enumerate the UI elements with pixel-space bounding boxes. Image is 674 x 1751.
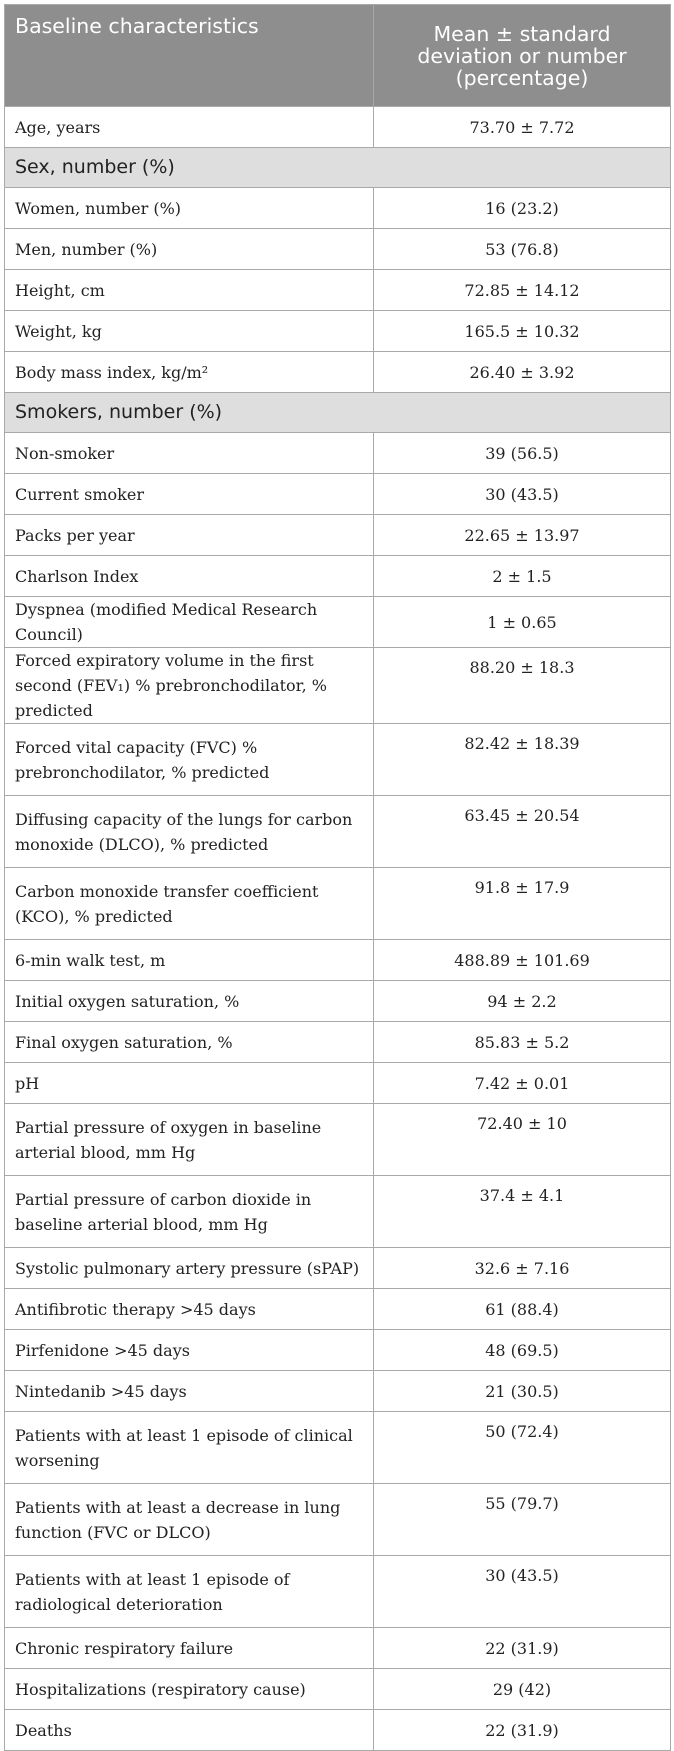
row-value: 63.45 ± 20.54 bbox=[374, 796, 671, 868]
row-value: 7.42 ± 0.01 bbox=[374, 1063, 671, 1104]
row-value: 82.42 ± 18.39 bbox=[374, 724, 671, 796]
row-label: Non-smoker bbox=[5, 433, 374, 474]
row-label: Chronic respiratory failure bbox=[5, 1628, 374, 1669]
section-header-row bbox=[5, 148, 671, 188]
row-value: 22 (31.9) bbox=[374, 1628, 671, 1669]
table-row bbox=[5, 1022, 671, 1063]
row-value: 16 (23.2) bbox=[374, 188, 671, 229]
row-value: 22 (31.9) bbox=[374, 1710, 671, 1751]
table-row bbox=[5, 1556, 671, 1628]
row-value: 37.4 ± 4.1 bbox=[374, 1176, 671, 1248]
row-value: 85.83 ± 5.2 bbox=[374, 1022, 671, 1063]
row-label: Forced vital capacity (FVC) % prebronchodilator, % predicted bbox=[5, 724, 374, 796]
table-row bbox=[5, 1710, 671, 1751]
table-row bbox=[5, 188, 671, 229]
row-label: Patients with at least 1 episode of clinical worsening bbox=[5, 1412, 374, 1484]
row-label: Systolic pulmonary artery pressure (sPAP) bbox=[5, 1248, 374, 1289]
table-row bbox=[5, 311, 671, 352]
row-label: Charlson Index bbox=[5, 556, 374, 597]
row-value: 53 (76.8) bbox=[374, 229, 671, 270]
table-row bbox=[5, 1669, 671, 1710]
table-row bbox=[5, 352, 671, 393]
row-label: Diffusing capacity of the lungs for carbon monoxide (DLCO), % predicted bbox=[5, 796, 374, 868]
row-value: 61 (88.4) bbox=[374, 1289, 671, 1330]
row-value: 48 (69.5) bbox=[374, 1330, 671, 1371]
table-row bbox=[5, 474, 671, 515]
row-value: 94 ± 2.2 bbox=[374, 981, 671, 1022]
row-value: 91.8 ± 17.9 bbox=[374, 868, 671, 940]
table-row bbox=[5, 1330, 671, 1371]
row-value: 26.40 ± 3.92 bbox=[374, 352, 671, 393]
row-label: Carbon monoxide transfer coefficient (KCO), % predicted bbox=[5, 868, 374, 940]
row-value: 88.20 ± 18.3 bbox=[374, 648, 671, 724]
row-label: 6-min walk test, m bbox=[5, 940, 374, 981]
row-label: Dyspnea (modified Medical Research Council) bbox=[5, 597, 374, 648]
row-label: Nintedanib >45 days bbox=[5, 1371, 374, 1412]
header-mean-sd: Mean ± standard deviation or number (percentage) bbox=[374, 5, 671, 107]
row-value: 30 (43.5) bbox=[374, 1556, 671, 1628]
table-row bbox=[5, 940, 671, 981]
table-header-row bbox=[5, 5, 671, 107]
table-row bbox=[5, 724, 671, 796]
section-label: Sex, number (%) bbox=[5, 148, 671, 188]
row-value: 72.85 ± 14.12 bbox=[374, 270, 671, 311]
table-row bbox=[5, 868, 671, 940]
row-label: Packs per year bbox=[5, 515, 374, 556]
table-row bbox=[5, 648, 671, 724]
section-label: Smokers, number (%) bbox=[5, 393, 671, 433]
row-value: 1 ± 0.65 bbox=[374, 597, 671, 648]
row-label: Hospitalizations (respiratory cause) bbox=[5, 1669, 374, 1710]
row-label: Patients with at least 1 episode of radiological deterioration bbox=[5, 1556, 374, 1628]
row-value: 72.40 ± 10 bbox=[374, 1104, 671, 1176]
table-row bbox=[5, 1104, 671, 1176]
row-label: Body mass index, kg/m² bbox=[5, 352, 374, 393]
row-value: 488.89 ± 101.69 bbox=[374, 940, 671, 981]
row-label: Patients with at least a decrease in lung function (FVC or DLCO) bbox=[5, 1484, 374, 1556]
baseline-characteristics-table bbox=[4, 4, 671, 1751]
row-value: 73.70 ± 7.72 bbox=[374, 107, 671, 148]
row-label: Forced expiratory volume in the first second (FEV₁) % prebronchodilator, % predicted bbox=[5, 648, 374, 724]
row-value: 165.5 ± 10.32 bbox=[374, 311, 671, 352]
row-label: Men, number (%) bbox=[5, 229, 374, 270]
row-label: Weight, kg bbox=[5, 311, 374, 352]
row-value: 22.65 ± 13.97 bbox=[374, 515, 671, 556]
table-row bbox=[5, 433, 671, 474]
row-value: 30 (43.5) bbox=[374, 474, 671, 515]
table-row bbox=[5, 597, 671, 648]
table-row bbox=[5, 1628, 671, 1669]
section-header-row bbox=[5, 393, 671, 433]
table-row bbox=[5, 1176, 671, 1248]
table-body bbox=[5, 107, 671, 1751]
row-label: Antifibrotic therapy >45 days bbox=[5, 1289, 374, 1330]
table-row bbox=[5, 556, 671, 597]
table-row bbox=[5, 796, 671, 868]
table-row bbox=[5, 1289, 671, 1330]
row-value: 29 (42) bbox=[374, 1669, 671, 1710]
row-label: Partial pressure of oxygen in baseline arterial blood, mm Hg bbox=[5, 1104, 374, 1176]
row-label: Height, cm bbox=[5, 270, 374, 311]
row-label: Pirfenidone >45 days bbox=[5, 1330, 374, 1371]
row-label: Age, years bbox=[5, 107, 374, 148]
table-row bbox=[5, 515, 671, 556]
header-baseline-characteristics: Baseline characteristics bbox=[5, 5, 374, 107]
table-row bbox=[5, 981, 671, 1022]
table-row bbox=[5, 1248, 671, 1289]
table-row bbox=[5, 1371, 671, 1412]
table-row bbox=[5, 1063, 671, 1104]
table-row bbox=[5, 229, 671, 270]
table-row bbox=[5, 107, 671, 148]
table-row bbox=[5, 270, 671, 311]
row-value: 55 (79.7) bbox=[374, 1484, 671, 1556]
row-label: Initial oxygen saturation, % bbox=[5, 981, 374, 1022]
row-label: pH bbox=[5, 1063, 374, 1104]
row-value: 2 ± 1.5 bbox=[374, 556, 671, 597]
row-label: Partial pressure of carbon dioxide in baseline arterial blood, mm Hg bbox=[5, 1176, 374, 1248]
row-label: Final oxygen saturation, % bbox=[5, 1022, 374, 1063]
row-value: 32.6 ± 7.16 bbox=[374, 1248, 671, 1289]
row-value: 21 (30.5) bbox=[374, 1371, 671, 1412]
table-row bbox=[5, 1412, 671, 1484]
row-label: Current smoker bbox=[5, 474, 374, 515]
table-row bbox=[5, 1484, 671, 1556]
row-value: 50 (72.4) bbox=[374, 1412, 671, 1484]
row-label: Women, number (%) bbox=[5, 188, 374, 229]
row-label: Deaths bbox=[5, 1710, 374, 1751]
row-value: 39 (56.5) bbox=[374, 433, 671, 474]
